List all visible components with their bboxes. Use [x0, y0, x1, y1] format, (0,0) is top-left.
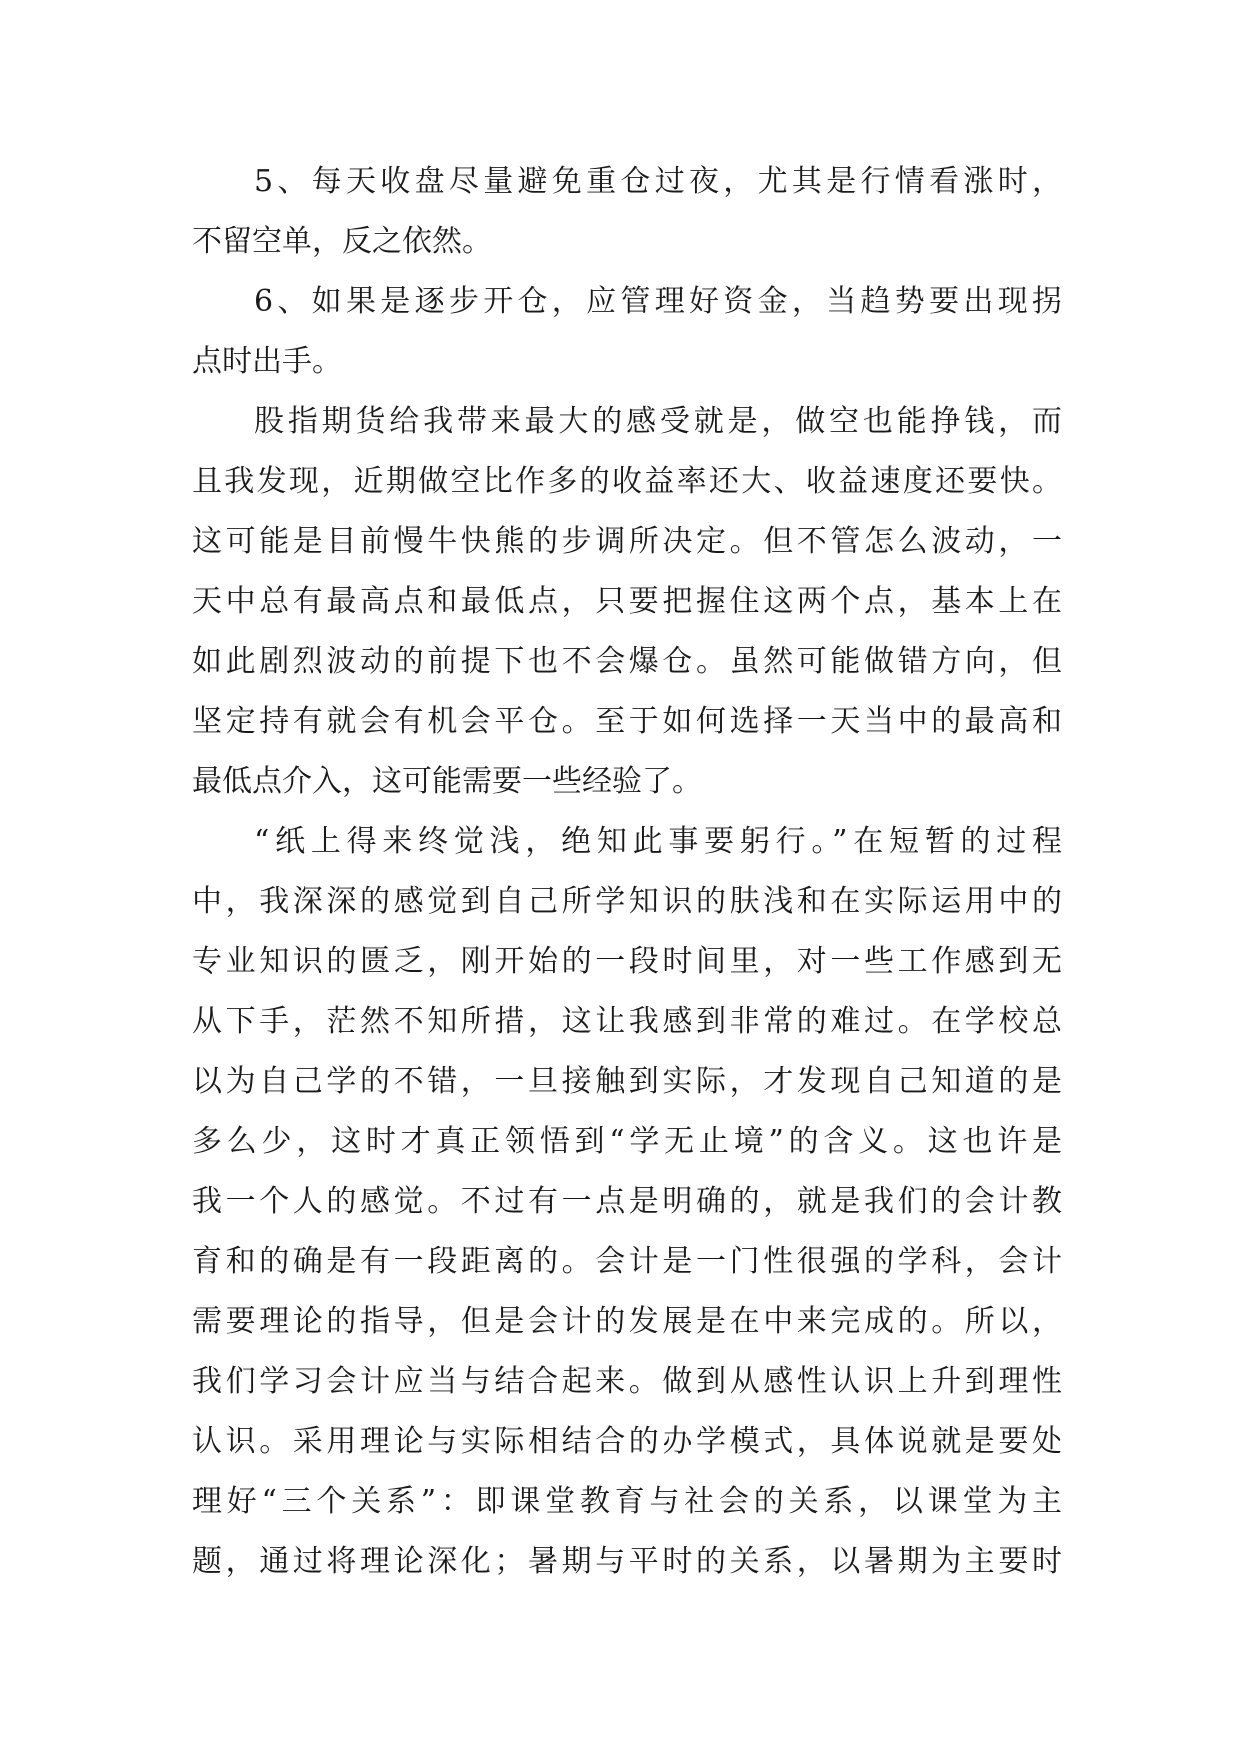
- text-line: 坚定持有就会有机会平仓。至于如何选择一天当中的最高和: [192, 704, 1062, 739]
- text-line: 如此剧烈波动的前提下也不会爆仓。虽然可能做错方向，但: [192, 644, 1062, 679]
- text-line: 5、每天收盘尽量避免重仓过夜，尤其是行情看涨时，: [254, 164, 1062, 199]
- text-line: 股指期货给我带来最大的感受就是，做空也能挣钱，而: [254, 404, 1062, 439]
- text-line: 专业知识的匮乏，刚开始的一段时间里，对一些工作感到无: [192, 944, 1062, 979]
- paragraph-6: [192, 272, 1062, 392]
- text-line: 我一个人的感觉。不过有一点是明确的，就是我们的会计教: [192, 1184, 1062, 1219]
- body-text: [192, 152, 1062, 1592]
- text-line: 天中总有最高点和最低点，只要把握住这两个点，基本上在: [192, 584, 1062, 619]
- text-line: 认识。采用理论与实际相结合的办学模式，具体说就是要处: [192, 1424, 1062, 1459]
- text-line: 理好“三个关系”：即课堂教育与社会的关系，以课堂为主: [192, 1484, 1062, 1519]
- paragraph-futures-experience: [192, 392, 1062, 812]
- text-line: “纸上得来终觉浅，绝知此事要躬行。”在短暂的过程: [254, 824, 1062, 859]
- text-line: 最低点介入，这可能需要一些经验了。: [192, 764, 702, 799]
- text-line: 6、如果是逐步开仓，应管理好资金，当趋势要出现拐: [254, 284, 1062, 319]
- text-line: 多么少，这时才真正领悟到“学无止境”的含义。这也许是: [192, 1124, 1062, 1159]
- text-line: 需要理论的指导，但是会计的发展是在中来完成的。所以，: [192, 1304, 1062, 1339]
- text-line: 不留空单，反之依然。: [192, 224, 492, 259]
- text-line: 中，我深深的感觉到自己所学知识的肤浅和在实际运用中的: [192, 884, 1062, 919]
- text-line: 我们学习会计应当与结合起来。做到从感性认识上升到理性: [192, 1364, 1062, 1399]
- text-line: 从下手，茫然不知所措，这让我感到非常的难过。在学校总: [192, 1004, 1062, 1039]
- text-line: 以为自己学的不错，一旦接触到实际，才发现自己知道的是: [192, 1064, 1062, 1099]
- text-line: 且我发现，近期做空比作多的收益率还大、收益速度还要快。: [192, 464, 1062, 499]
- text-line: 育和的确是有一段距离的。会计是一门性很强的学科，会计: [192, 1244, 1062, 1279]
- text-line: 这可能是目前慢牛快熊的步调所决定。但不管怎么波动，一: [192, 524, 1062, 559]
- paragraph-5: [192, 152, 1062, 272]
- text-line: 点时出手。: [192, 344, 342, 379]
- text-line: 题，通过将理论深化；暑期与平时的关系，以暑期为主要时: [192, 1544, 1062, 1579]
- paragraph-practice-reflection: [192, 812, 1062, 1592]
